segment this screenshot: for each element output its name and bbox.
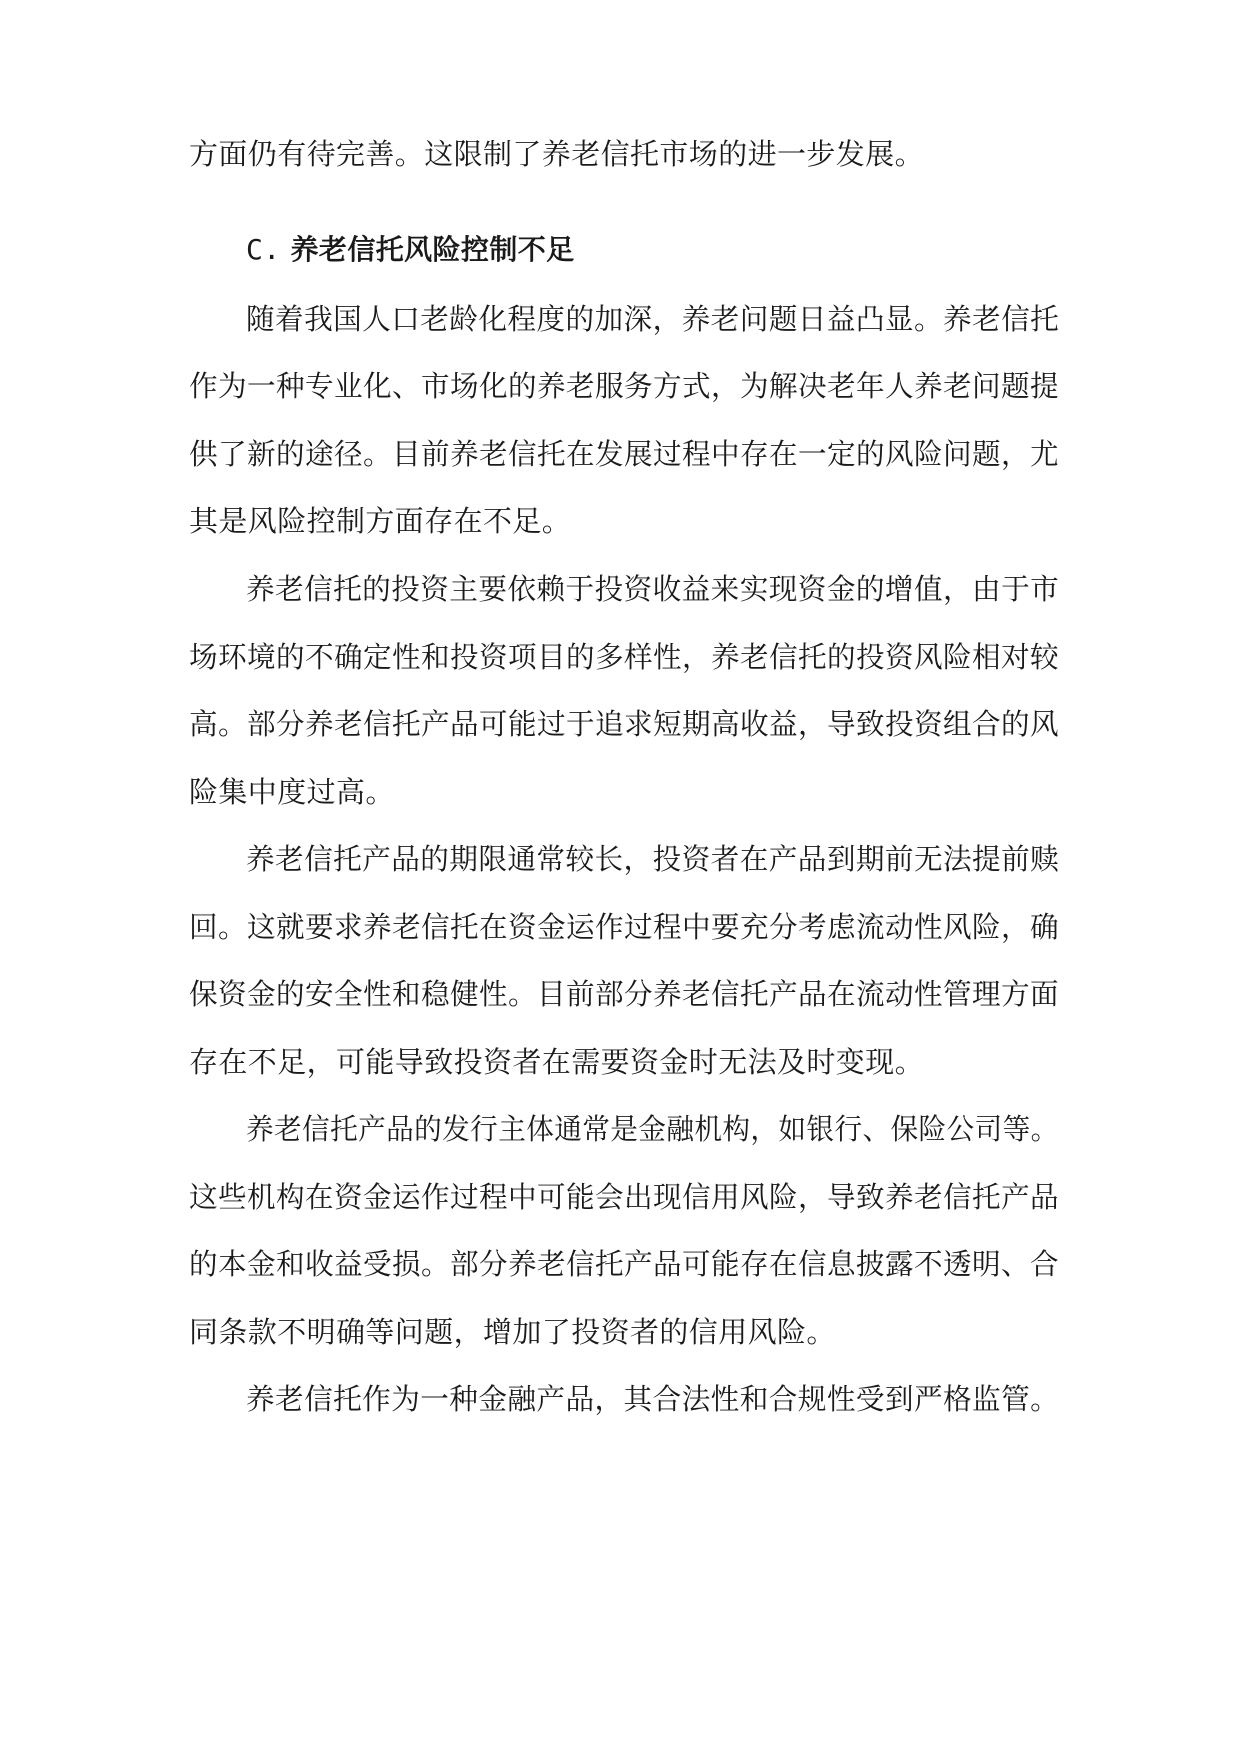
paragraph-1-line-4: 其是风险控制方面存在不足。	[189, 504, 572, 538]
section-title: 养老信托风险控制不足	[290, 233, 575, 266]
paragraph-2-line-1: 养老信托的投资主要依赖于投资收益来实现资金的增值，由于市	[246, 572, 1060, 606]
paragraph-2-line-3: 高。部分养老信托产品可能过于追求短期高收益，导致投资组合的风	[189, 707, 1060, 741]
section-number: C.	[246, 233, 281, 266]
paragraph-4-line-2: 这些机构在资金运作过程中可能会出现信用风险，导致养老信托产品	[189, 1180, 1060, 1214]
section-heading	[246, 230, 575, 270]
paragraph-5-line-1: 养老信托作为一种金融产品，其合法性和合规性受到严格监管。	[246, 1382, 1060, 1416]
continuation-line: 方面仍有待完善。这限制了养老信托市场的进一步发展。	[189, 137, 925, 171]
paragraph-3-line-2: 回。这就要求养老信托在资金运作过程中要充分考虑流动性风险，确	[189, 910, 1060, 944]
paragraph-1-line-3: 供了新的途径。目前养老信托在发展过程中存在一定的风险问题，尤	[189, 437, 1060, 471]
paragraph-1-line-1: 随着我国人口老龄化程度的加深，养老问题日益凸显。养老信托	[246, 302, 1060, 336]
paragraph-2-line-2: 场环境的不确定性和投资项目的多样性，养老信托的投资风险相对较	[189, 640, 1060, 674]
paragraph-1-line-2: 作为一种专业化、市场化的养老服务方式，为解决老年人养老问题提	[189, 369, 1060, 403]
paragraph-3-line-3: 保资金的安全性和稳健性。目前部分养老信托产品在流动性管理方面	[189, 977, 1060, 1011]
paragraph-3-line-1: 养老信托产品的期限通常较长，投资者在产品到期前无法提前赎	[246, 842, 1060, 876]
paragraph-4-line-1: 养老信托产品的发行主体通常是金融机构，如银行、保险公司等。	[246, 1112, 1059, 1146]
paragraph-4-line-4: 同条款不明确等问题，增加了投资者的信用风险。	[189, 1315, 836, 1349]
paragraph-3-line-4: 存在不足，可能导致投资者在需要资金时无法及时变现。	[189, 1045, 925, 1079]
paragraph-2-line-4: 险集中度过高。	[189, 775, 395, 809]
paragraph-4-line-3: 的本金和收益受损。部分养老信托产品可能存在信息披露不透明、合	[189, 1247, 1060, 1281]
